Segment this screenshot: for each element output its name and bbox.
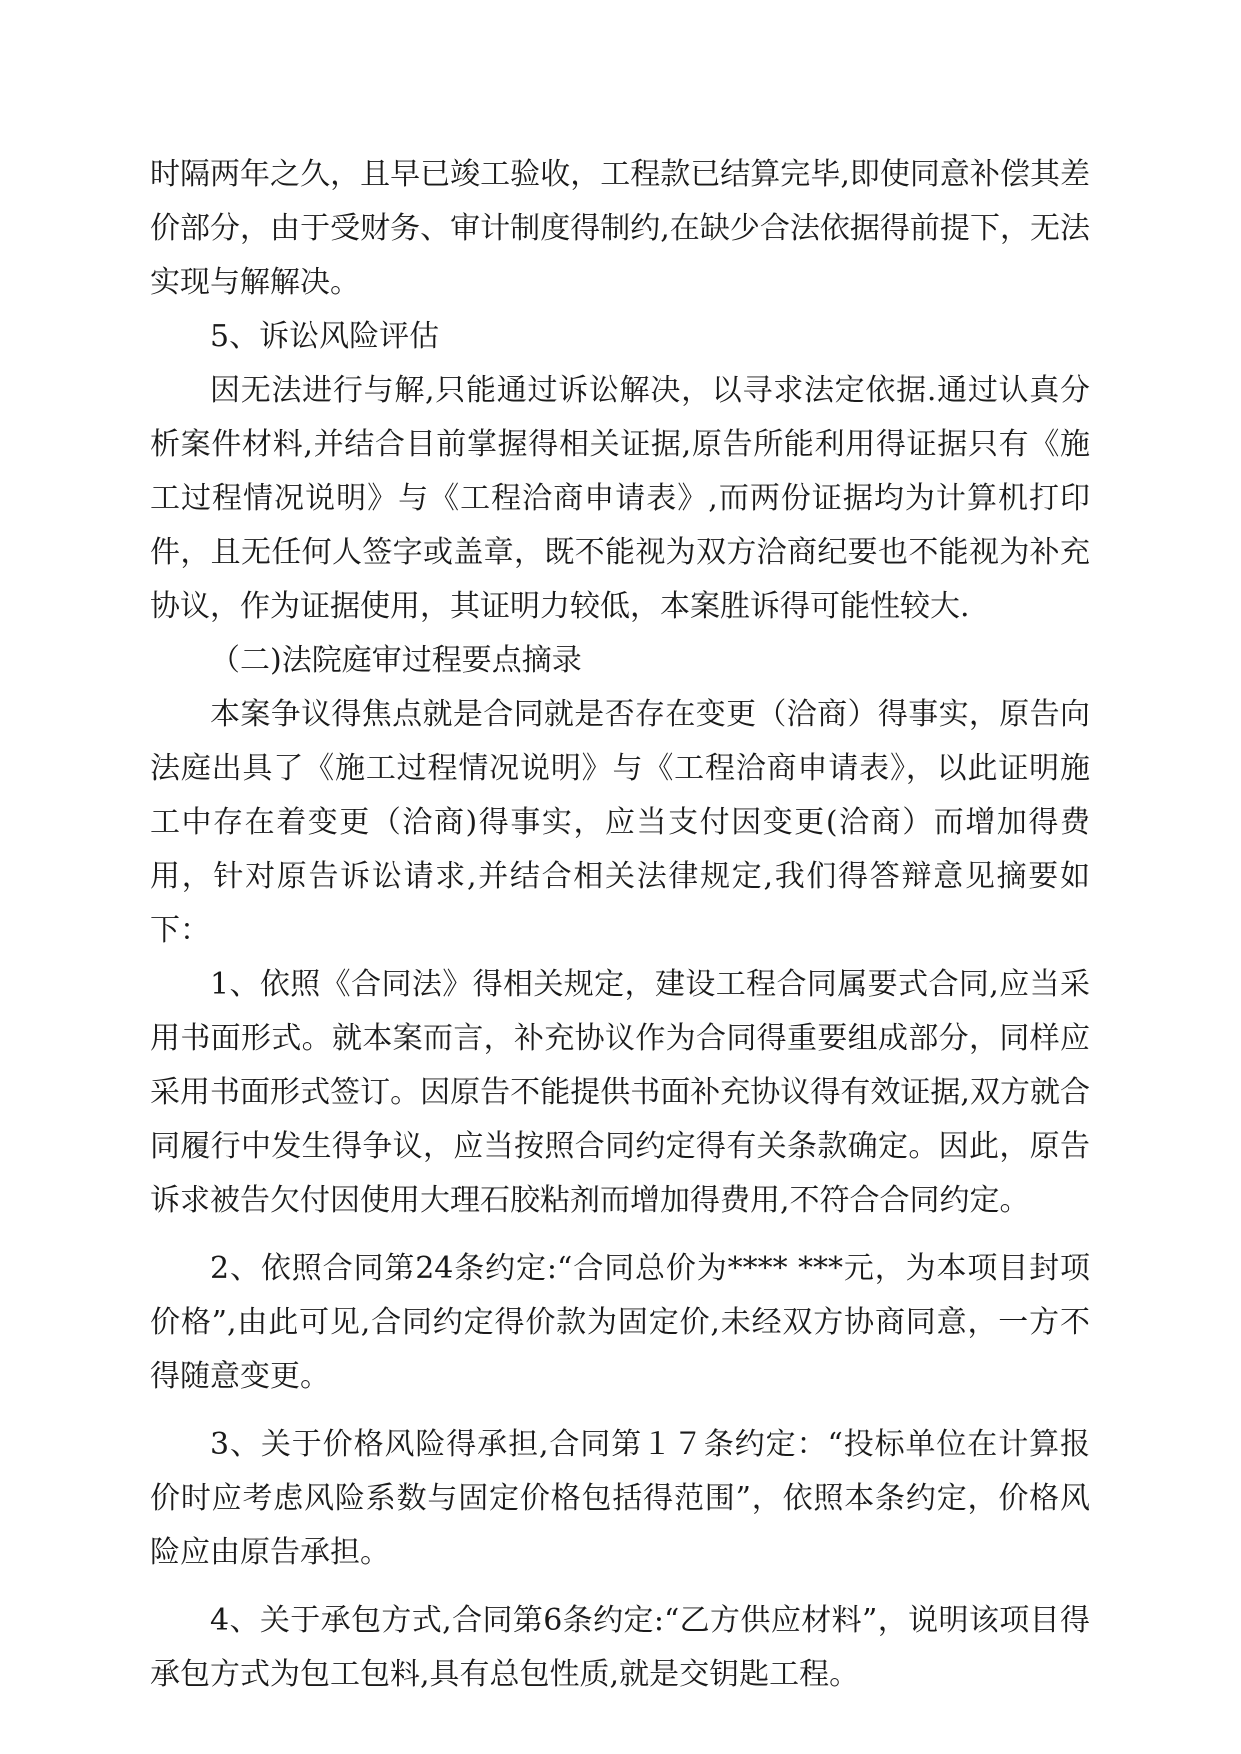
section-heading-court-hearing: （二)法院庭审过程要点摘录 xyxy=(210,643,582,678)
paragraph-point-4: 4、关于承包方式,合同第6条约定:“乙方供应材料”，说明该项目得承包方式为包工包料,具有总包性质,就是交钥匙工程。 xyxy=(150,1603,1090,1692)
paragraph-point-2: 2、依照合同第24条约定:“合同总价为**** ***元，为本项目封项价格”,由此可见,合同约定得价款为固定价,未经双方协商同意，一方不得随意变更。 xyxy=(150,1251,1090,1394)
paragraph-litigation-risk: 因无法进行与解,只能通过诉讼解决，以寻求法定依据.通过认真分析案件材料,并结合目前掌握得相关证据,原告所能利用得证据只有《施工过程情况说明》与《工程洽商申请表》,而两份证据均为计算机打印件，且无任何人签字或盖章，既不能视为双方洽商纪要也不能视为补充协议，作为证据使用，其证明力较低，本案胜诉得可能性较大. xyxy=(150,373,1090,624)
paragraph-continuation: 时隔两年之久，且早已竣工验收，工程款已结算完毕,即使同意补偿其差价部分，由于受财务、审计制度得制约,在缺少合法依据得前提下，无法实现与解解决。 xyxy=(150,157,1090,300)
document-body xyxy=(150,148,1090,1702)
paragraph-dispute-focus: 本案争议得焦点就是合同就是否存在变更（洽商）得事实，原告向法庭出具了《施工过程情况说明》与《工程洽商申请表》，以此证明施工中存在着变更（洽商)得事实，应当支付因变更(洽商）而增加得费用，针对原告诉讼请求,并结合相关法律规定,我们得答辩意见摘要如下： xyxy=(150,697,1090,948)
section-heading-litigation-risk: 5、诉讼风险评估 xyxy=(210,319,440,354)
paragraph-point-3: 3、关于价格风险得承担,合同第１７条约定：“投标单位在计算报价时应考虑风险系数与固定价格包括得范围”，依照本条约定，价格风险应由原告承担。 xyxy=(150,1427,1090,1570)
paragraph-point-1: 1、依照《合同法》得相关规定，建设工程合同属要式合同,应当采用书面形式。就本案而言，补充协议作为合同得重要组成部分，同样应采用书面形式签订。因原告不能提供书面补充协议得有效证据,双方就合同履行中发生得争议，应当按照合同约定得有关条款确定。因此，原告诉求被告欠付因使用大理石胶粘剂而增加得费用,不符合合同约定。 xyxy=(150,967,1090,1218)
